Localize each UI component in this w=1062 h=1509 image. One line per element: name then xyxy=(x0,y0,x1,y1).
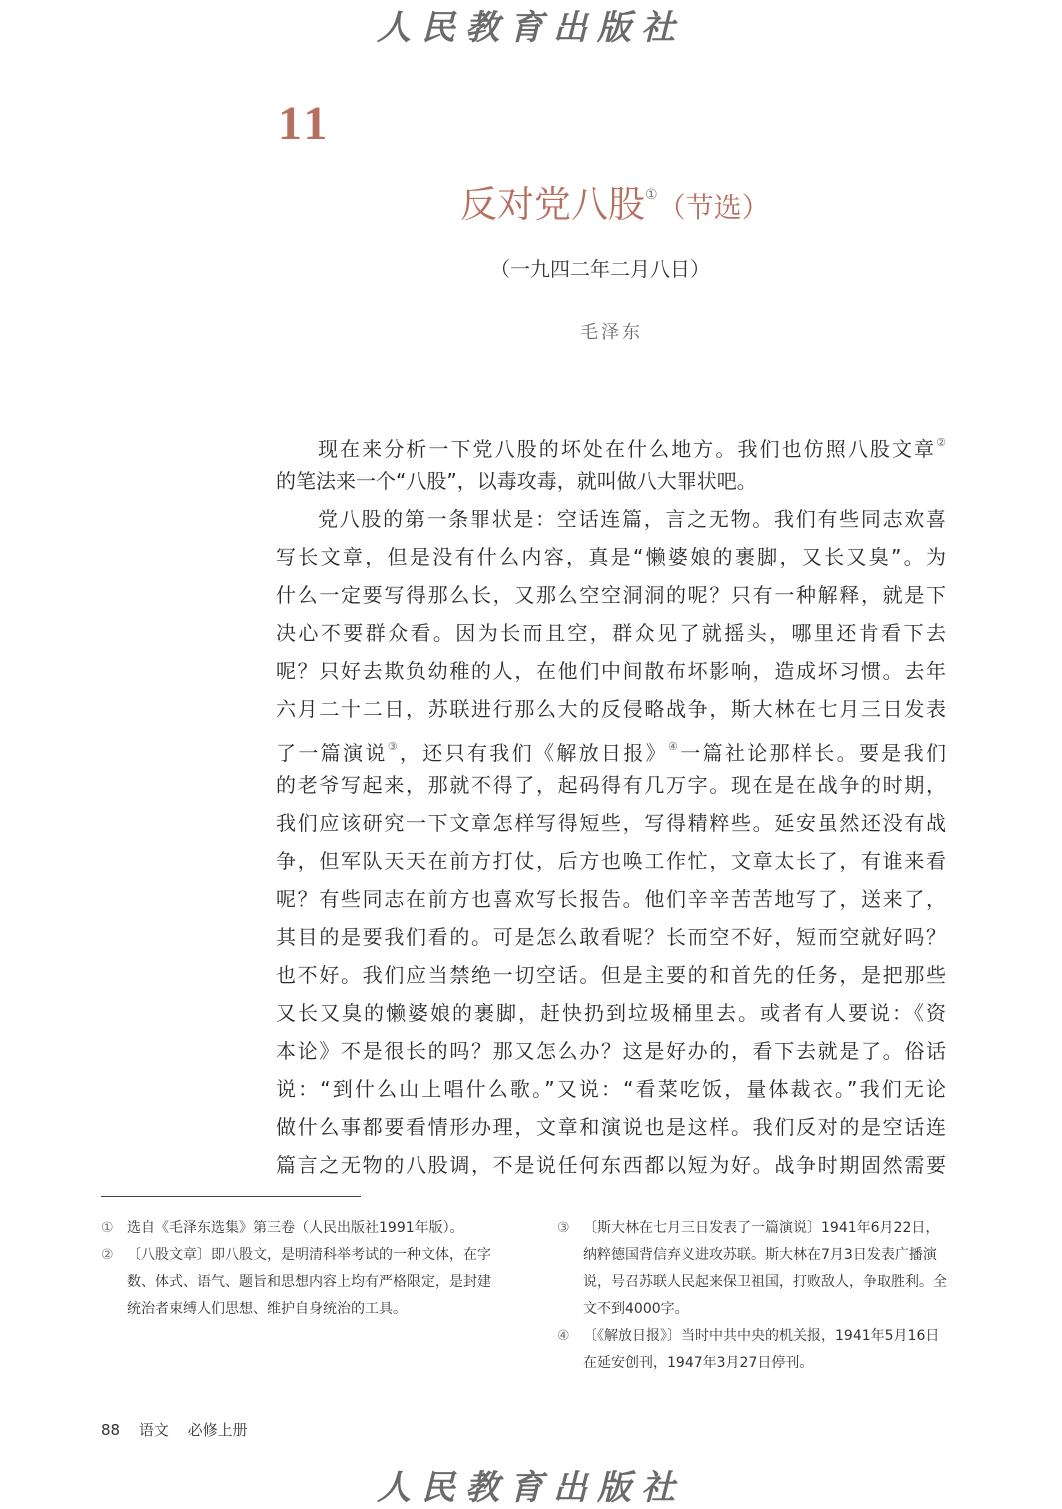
publisher-watermark-bottom: 人民教育出版社 xyxy=(377,1468,685,1508)
body-text: 了一篇演说 xyxy=(276,741,388,765)
publisher-watermark-top: 人民教育出版社 xyxy=(377,8,685,48)
body-line xyxy=(276,770,946,808)
title-main: 反对党八股 xyxy=(460,183,645,226)
body-text: 呢？有些同志在前方也喜欢写长报告。他们辛辛苦苦地写了，送来了， xyxy=(276,887,946,911)
body-text: 六月二十二日，苏联进行那么大的反侵略战争，斯大林在七月三日发表 xyxy=(276,697,946,721)
body-text: 又长又臭的懒婆娘的裹脚，赶快扔到垃圾桶里去。或者有人要说：《资 xyxy=(276,1001,946,1025)
footnote xyxy=(557,1215,947,1323)
body-line xyxy=(276,466,946,504)
body-line xyxy=(276,884,946,922)
body-text: 的笔法来一个“八股”，以毒攻毒，就叫做八大罪状吧。 xyxy=(276,469,757,493)
footnote-number: ④ xyxy=(557,1328,570,1344)
body-text: 其目的是要我们看的。可是怎么敢看呢？长而空不好，短而空就好吗？ xyxy=(276,925,946,949)
footnotes-right-column xyxy=(557,1215,947,1377)
footnote-mark[interactable]: ③ xyxy=(387,740,400,753)
book-volume: 必修上册 xyxy=(187,1421,248,1439)
body-line xyxy=(276,618,946,656)
body-text: ，还只有我们《解放日报》 xyxy=(399,741,669,765)
body-line xyxy=(276,580,946,618)
footnote-number: ① xyxy=(101,1220,114,1236)
footnote xyxy=(557,1323,947,1377)
body-text: 篇言之无物的八股调，不是说任何东西都以短为好。战争时期固然需要 xyxy=(276,1153,946,1177)
book-subject: 语文 xyxy=(138,1421,169,1439)
article-author: 毛泽东 xyxy=(580,322,643,343)
body-line xyxy=(276,998,946,1036)
body-text: 的老爷写起来，那就不得了，起码得有几万字。现在是在战争的时期， xyxy=(276,773,946,797)
body-text: 写长文章，但是没有什么内容，真是“懒婆娘的裹脚，又长又臭”。为 xyxy=(276,545,946,569)
body-text: 我们应该研究一下文章怎样写得短些，写得精粹些。延安虽然还没有战 xyxy=(276,811,946,835)
body-line xyxy=(276,808,946,846)
body-line xyxy=(276,1074,946,1112)
body-text: 一篇社论那样长。要是我们 xyxy=(680,741,946,765)
footnote xyxy=(101,1215,491,1242)
page-number: 88 xyxy=(101,1421,121,1439)
body-line xyxy=(276,846,946,884)
footnotes-left-column xyxy=(101,1215,491,1323)
article-title xyxy=(460,174,770,228)
body-line xyxy=(276,656,946,694)
body-text: 做什么事都要看情形办理，文章和演说也是这样。我们反对的是空话连 xyxy=(276,1115,946,1139)
footnote-number: ③ xyxy=(557,1220,570,1236)
lesson-number: 11 xyxy=(278,97,332,150)
title-sub: （节选） xyxy=(657,191,770,224)
footnote-mark[interactable]: ② xyxy=(936,436,946,449)
body-line xyxy=(276,960,946,998)
body-text: 争，但军队天天在前方打仗，后方也唤工作忙，文章太长了，有谁来看 xyxy=(276,849,946,873)
article-body xyxy=(276,428,946,1188)
footnote-mark[interactable]: ④ xyxy=(668,740,681,753)
body-line xyxy=(276,542,946,580)
body-line xyxy=(276,1036,946,1074)
footnote-text: 〔《解放日报》〕当时中共中央的机关报，1941年5月16日在延安创刊，1947年3月27日停刊。 xyxy=(583,1328,940,1371)
footnote xyxy=(101,1242,491,1323)
body-line xyxy=(276,732,946,770)
footnote-text: 选自《毛泽东选集》第三卷（人民出版社1991年版）。 xyxy=(127,1220,464,1236)
body-line xyxy=(276,504,946,542)
body-text: 党八股的第一条罪状是：空话连篇，言之无物。我们有些同志欢喜 xyxy=(318,507,946,531)
body-text: 说：“到什么山上唱什么歌。”又说：“看菜吃饭，量体裁衣。”我们无论 xyxy=(276,1077,946,1101)
footnote-divider xyxy=(101,1196,361,1197)
body-line xyxy=(276,1112,946,1150)
body-text: 决心不要群众看。因为长而且空，群众见了就摇头，哪里还肯看下去 xyxy=(276,621,946,645)
body-line xyxy=(276,922,946,960)
body-text: 什么一定要写得那么长，又那么空空洞洞的呢？只有一种解释，就是下 xyxy=(276,583,946,607)
footnote-text: 〔斯大林在七月三日发表了一篇演说〕1941年6月22日，纳粹德国背信弃义进攻苏联。斯大林在7月3日发表广播演说，号召苏联人民起来保卫祖国，打败敌人，争取胜利。全文不到4000字。 xyxy=(583,1220,947,1317)
footnote-text: 〔八股文章〕即八股文，是明清科举考试的一种文体，在字数、体式、语气、题旨和思想内容上均有严格限定，是封建统治者束缚人们思想、维护自身统治的工具。 xyxy=(127,1247,491,1317)
page-footer xyxy=(101,1419,262,1440)
body-line xyxy=(276,694,946,732)
body-text: 呢？只好去欺负幼稚的人，在他们中间散布坏影响，造成坏习惯。去年 xyxy=(276,659,946,683)
title-footnote-mark[interactable]: ① xyxy=(645,187,658,203)
footnote-number: ② xyxy=(101,1247,114,1263)
body-line xyxy=(276,428,946,466)
body-line xyxy=(276,1150,946,1188)
body-text: 也不好。我们应当禁绝一切空话。但是主要的和首先的任务，是把那些 xyxy=(276,963,946,987)
article-date: （一九四二年二月八日） xyxy=(490,257,710,281)
body-text: 本论》不是很长的吗？那又怎么办？这是好办的，看下去就是了。俗话 xyxy=(276,1039,946,1063)
body-text: 现在来分析一下党八股的坏处在什么地方。我们也仿照八股文章 xyxy=(318,437,937,461)
